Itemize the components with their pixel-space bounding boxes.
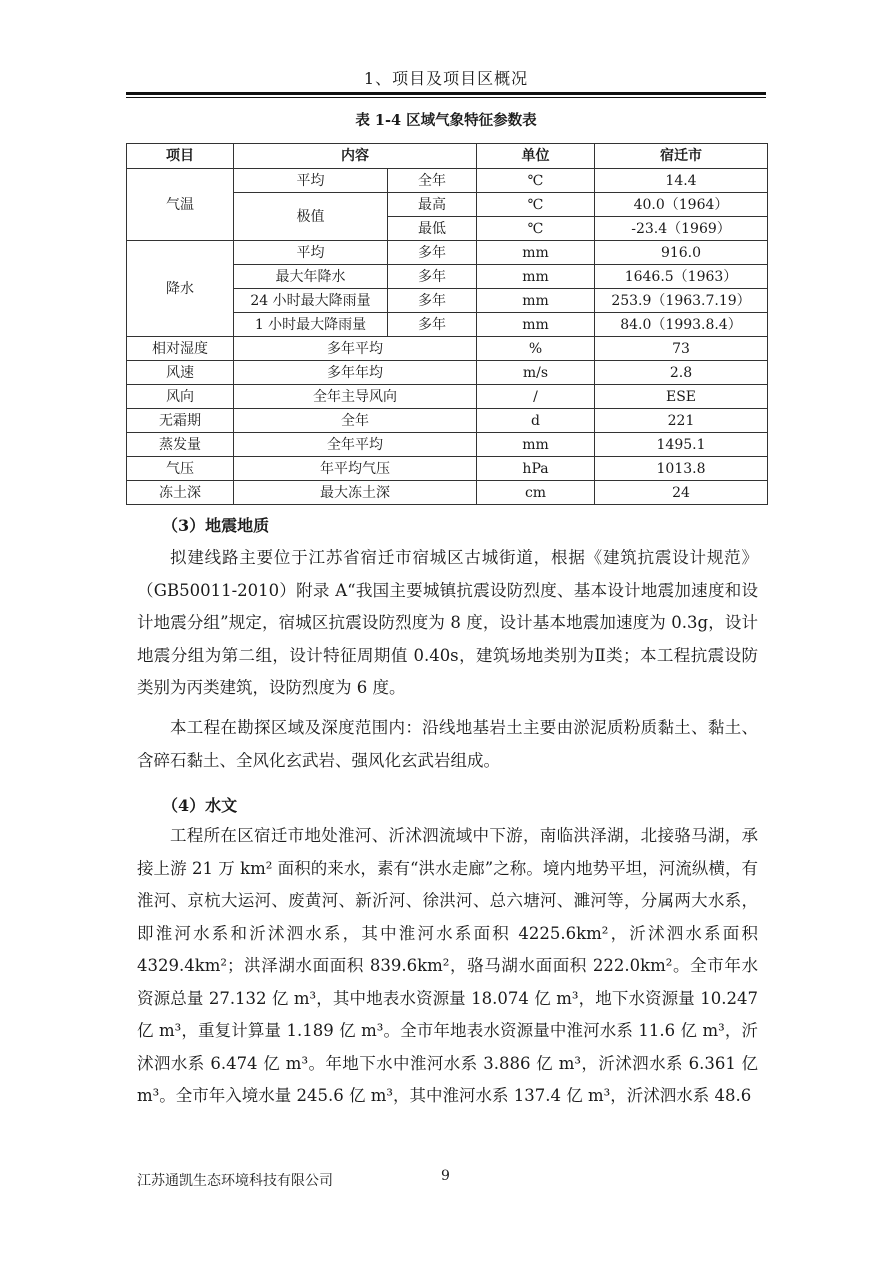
climate-parameter-table [126,143,768,505]
content-cell: 平均 [234,169,388,193]
unit-cell: mm [477,265,595,289]
period-cell: 全年 [388,169,477,193]
unit-cell: ℃ [477,169,595,193]
content-cell: 全年 [234,409,477,433]
value-cell: -23.4（1969） [595,217,768,241]
table-row [127,433,768,457]
table-row [127,481,768,505]
unit-cell: hPa [477,457,595,481]
table-row [127,337,768,361]
content-cell: 年平均气压 [234,457,477,481]
unit-cell: mm [477,241,595,265]
seismic-paragraph-2: 本工程在勘探区域及深度范围内：沿线地基岩土主要由淤泥质粉质黏土、黏土、含碎石黏土、全风化玄武岩、强风化玄武岩组成。 [137,718,758,770]
content-cell: 最大冻土深 [234,481,477,505]
seismic-paragraph-1: 拟建线路主要位于江苏省宿迁市宿城区古城街道，根据《建筑抗震设计规范》（GB50011-2010）附录 A“我国主要城镇抗震设防烈度、基本设计地震加速度和设计地震分组”规定，宿城区抗震设防烈度为 8 度，设计基本地震加速度为 0.3g，设计地震分组为第二组，设计特征周期值 0.40s，建筑场地类别为Ⅱ类；本工程抗震设防类别为丙类建筑，设防烈度为 6 度。 [137,548,758,697]
table-row [127,385,768,409]
value-cell: 1495.1 [595,433,768,457]
period-cell: 最低 [388,217,477,241]
value-cell: ESE [595,385,768,409]
item-cell: 风速 [127,361,234,385]
period-cell: 多年 [388,289,477,313]
value-cell: 1013.8 [595,457,768,481]
value-cell: 253.9（1963.7.19） [595,289,768,313]
content-cell: 24 小时最大降雨量 [234,289,388,313]
unit-cell: m/s [477,361,595,385]
item-cell: 相对湿度 [127,337,234,361]
unit-cell: ℃ [477,193,595,217]
content-cell: 全年平均 [234,433,477,457]
unit-cell: d [477,409,595,433]
table-row [127,361,768,385]
table-row [127,457,768,481]
hydrology-paragraph-1: 工程所在区宿迁市地处淮河、沂沭泗流域中下游，南临洪泽湖，北接骆马湖，承接上游 21 万 km² 面积的来水，素有“洪水走廊”之称。境内地势平坦，河流纵横，有淮河、京杭大运河、废黄河、新沂河、徐洪河、总六塘河、濉河等，分属两大水系，即淮河水系和沂沭泗水系，其中淮河水系面积 4225.6km²，沂沭泗水系面积 4329.4km²；洪泽湖水面面积 839.6km²，骆马湖水面面积 222.0km²。全市年水资源总量 27.132 亿 m³，其中地表水资源量 18.074 亿 m³，地下水资源量 10.247 亿 m³，重复计算量 1.189 亿 m³。全市年地表水资源量中淮河水系 11.6 亿 m³，沂沭泗水系 6.474 亿 m³。年地下水中淮河水系 3.886 亿 m³，沂沭泗水系 6.361 亿 m³。全市年入境水量 245.6 亿 m³，其中淮河水系 137.4 亿 m³，沂沭泗水系 48.6 [137,826,758,1105]
unit-cell: / [477,385,595,409]
item-cell: 风向 [127,385,234,409]
item-cell: 降水 [127,241,234,337]
unit-cell: cm [477,481,595,505]
section-heading-hydrology: （4）水文 [162,796,238,815]
running-header: 1、项目及项目区概况 [363,69,529,88]
header-unit: 单位 [477,144,595,169]
value-cell: 221 [595,409,768,433]
period-cell: 多年 [388,241,477,265]
item-cell: 无霜期 [127,409,234,433]
unit-cell: mm [477,433,595,457]
table-caption: 表 1-4 区域气象特征参数表 [355,112,537,129]
value-cell: 1646.5（1963） [595,265,768,289]
content-cell: 多年平均 [234,337,477,361]
header-rule-thin [126,97,766,98]
unit-cell: mm [477,289,595,313]
table-row [127,169,768,193]
table-header-row [127,144,768,169]
item-cell: 气温 [127,169,234,241]
page-number: 9 [441,1168,450,1184]
content-cell: 1 小时最大降雨量 [234,313,388,337]
period-cell: 多年 [388,313,477,337]
content-cell: 极值 [234,193,388,241]
period-cell: 最高 [388,193,477,217]
content-cell: 全年主导风向 [234,385,477,409]
item-cell: 蒸发量 [127,433,234,457]
item-cell: 气压 [127,457,234,481]
content-cell: 最大年降水 [234,265,388,289]
value-cell: 73 [595,337,768,361]
section-heading-seismic: （3）地震地质 [162,516,270,535]
unit-cell: mm [477,313,595,337]
footer-company: 江苏通凯生态环境科技有限公司 [137,1173,333,1189]
value-cell: 40.0（1964） [595,193,768,217]
value-cell: 2.8 [595,361,768,385]
value-cell: 14.4 [595,169,768,193]
item-cell: 冻土深 [127,481,234,505]
header-content: 内容 [234,144,477,169]
table-row [127,241,768,265]
period-cell: 多年 [388,265,477,289]
content-cell: 多年年均 [234,361,477,385]
value-cell: 24 [595,481,768,505]
header-rule-thick [126,92,766,95]
content-cell: 平均 [234,241,388,265]
table-row [127,409,768,433]
header-city: 宿迁市 [595,144,768,169]
header-item: 项目 [127,144,234,169]
unit-cell: ℃ [477,217,595,241]
value-cell: 84.0（1993.8.4） [595,313,768,337]
unit-cell: % [477,337,595,361]
value-cell: 916.0 [595,241,768,265]
